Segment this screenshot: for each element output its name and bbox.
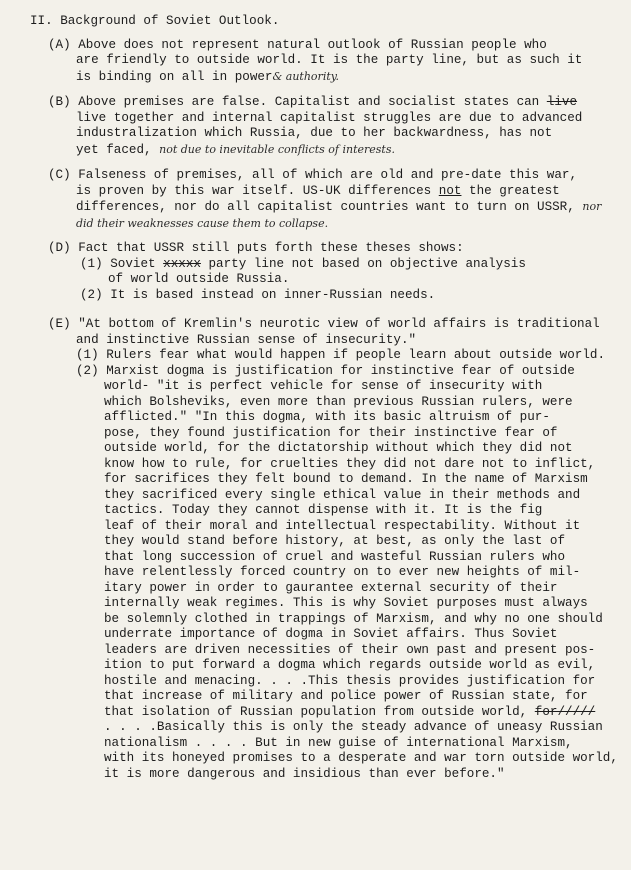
paragraph-c-line-2 [48,184,619,200]
underlined-not: not [438,183,462,198]
quote-line: with its honeyed promises to a desperate and war torn outside world, [104,751,618,765]
struck-word-d: xxxxx [163,256,201,271]
quote-line-text: that isolation of Russian population from outside world, [104,704,535,719]
paragraph-d-line-1: (D) Fact that USSR still puts forth these theses shows: [48,241,464,255]
section-heading: II. Background of Soviet Outlook. [30,14,280,28]
quote-line: tactics. Today they cannot dispense with it. It is the fig [104,503,543,517]
paragraph-e [30,317,619,782]
quote-line: underrate importance of dogma in Soviet affairs. Thus Soviet [104,627,558,641]
paragraph-d-item-1 [80,257,619,273]
quote-line: leaf of their moral and intellectual respectability. Without it [104,518,581,533]
paragraph-a-line-2: are friendly to outside world. It is the party line, but as such it [76,53,583,67]
quote-line: they would stand before history, at best, as only the last of [104,534,566,548]
handwritten-note-b: not due to inevitable conflicts of interests. [159,142,395,156]
paragraph-e-item-2: (2) Marxist dogma is justification for instinctive fear of outside [76,363,575,378]
struck-word-e: for///// [534,704,596,719]
paragraph-c-line-2a: is proven by this war itself. US-UK differences [76,183,439,198]
struck-word-b: live [546,95,578,109]
paragraph-e-line-2: and instinctive Russian sense of insecurity." [76,332,417,347]
paragraph-d [30,241,619,303]
paragraph-d-item-1a: (1) Soviet [80,256,164,271]
quote-line: leaders are driven necessities of their own past and present pos- [104,642,596,657]
quote-line: nationalism . . . . But in new guise of international Marxism, [104,735,573,750]
handwritten-note-c1: nor [582,200,602,213]
paragraph-e-item-1: (1) Rulers fear what would happen if people learn about outside world. [76,348,606,362]
quote-line: that increase of military and police power of Russian state, for [104,689,588,703]
paragraph-b-line-2: live together and internal capitalist struggles are due to advanced [76,110,583,125]
quote-line: internally weak regimes. This is why Soviet purposes must always [104,596,588,610]
quote-line: ition to put forward a dogma which regards outside world as evil, [104,658,596,672]
paragraph-a [30,38,619,86]
paragraph-a-line-1: (A) Above does not represent natural outlook of Russian people who [48,37,547,52]
handwritten-note-c2: did their weaknesses cause them to collapse. [76,216,329,230]
paragraph-a-line-3 [48,69,619,86]
quote-line: world- "it is perfect vehicle for sense of insecurity with [104,379,543,393]
paragraph-d-items [48,257,619,304]
paragraph-b-line-1 [48,95,619,111]
quote-line: pose, they found justification for their instinctive fear of [104,425,558,440]
paragraph-b-line-1-text: (B) Above premises are false. Capitalist and socialist states can [48,95,540,109]
paragraph-d-item-2: (2) It is based instead on inner-Russian needs. [80,287,436,302]
paragraph-c-line-2b: the greatest [461,183,560,198]
paragraph-d-item-1c: of world outside Russia. [108,272,290,286]
paragraph-d-item-1b: party line not based on objective analysis [200,256,526,271]
paragraph-e-items [48,348,619,782]
quote-line: outside world, for the dictatorship without which they did not [104,441,573,455]
paragraph-c-line-1: (C) Falseness of premises, all of which are old and pre-date this war, [48,168,578,182]
quote-line: know how to rule, for cruelties they did not dare not to inflict, [104,456,596,471]
quote-line: which Bolsheviks, even more than previous Russian rulers, were [104,394,573,409]
quote-line: hostile and menacing. . . .This thesis provides justification for [104,673,596,688]
handwritten-note-a: & authority. [272,69,340,83]
quote-line [76,705,619,721]
quote-line: for sacrifices they felt bound to demand. In the name of Marxism [104,472,588,486]
paragraph-b-line-4-text: yet faced, [76,142,152,157]
paragraph-c-line-3 [48,199,619,216]
quote-line: they sacrificed every single ethical value in their methods and [104,487,581,502]
quote-line: be solemnly clothed in trappings of Marxism, and why no one should [104,611,603,626]
paragraph-e-line-1: (E) "At bottom of Kremlin's neurotic view of world affairs is traditional [48,317,600,331]
paragraph-c-line-3-text: differences, nor do all capitalist countries want to turn on USSR, [76,200,575,214]
paragraph-a-line-3-text: is binding on all in power [76,69,273,84]
paragraph-b-line-4 [48,142,619,159]
paragraph-b [30,95,619,158]
quote-line: it is more dangerous and insidious than ever before." [104,766,505,781]
quote-line: . . . .Basically this is only the steady advance of uneasy Russian [104,720,603,734]
paragraph-b-line-3: industralization which Russia, due to her backwardness, has not [76,126,553,140]
quote-line: have relentlessly forced country on to ever new heights of mil- [104,565,581,579]
paragraph-c [30,168,619,231]
quote-line: afflicted." "In this dogma, with its basic altruism of pur- [104,410,550,424]
quote-line: that long succession of cruel and wasteful Russian rulers who [104,549,566,564]
quote-line: itary power in order to gaurantee external security of their [104,580,558,595]
